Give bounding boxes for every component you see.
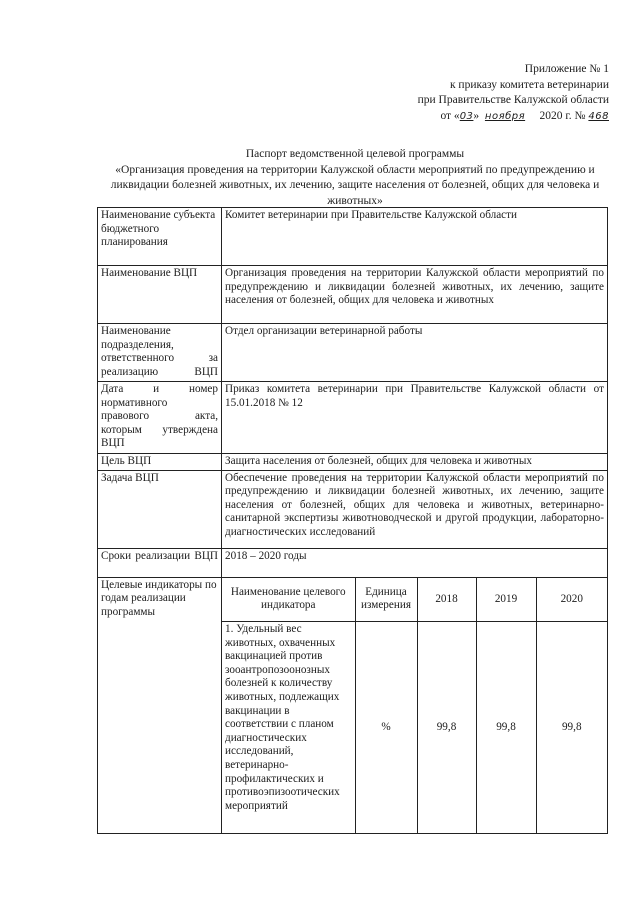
indicator-name: 1. Удельный вес животных, охваченных вакцинацией против зооантропозоонозных болезней к количеству животных, подлежащих вакцинации в соответствии с планом диагностических исследований, ветеринарно-профилактических и противоэпизоотических мероприятий (222, 622, 355, 833)
appendix-line-2: к приказу комитета ветеринарии (449, 78, 609, 91)
value-text: Приказ комитета ветеринарии при Правительстве Калужской области от 15.01.2018 № 12 (225, 383, 604, 409)
indicators-header-row (222, 578, 607, 622)
table-row (98, 470, 608, 548)
header-name: Наименование целевого индикатора (222, 578, 355, 622)
label-text: Дата и номер нормативного правового акта, которым утверждена ВЦП (101, 383, 218, 450)
table-row-indicators (98, 577, 608, 833)
row-value (222, 324, 608, 382)
value-text: Комитет ветеринарии при Правительстве Калужской области (225, 209, 518, 221)
table-row (98, 324, 608, 382)
row-value (222, 208, 608, 266)
date-prefix: от « (440, 109, 460, 122)
label-text: Наименование ВЦП (101, 267, 198, 279)
row-value (222, 548, 608, 577)
row-label (98, 454, 222, 471)
appendix-line-3: при Правительстве Калужской области (417, 94, 609, 106)
value-text: 2018 – 2020 годы (225, 549, 307, 562)
indicators-cell (222, 577, 608, 833)
row-label (98, 577, 222, 833)
header-year-2: 2019 (476, 578, 536, 622)
appendix-line-1: Приложение № 1 (524, 63, 609, 75)
title-line-1: Паспорт ведомственной целевой программы (245, 148, 465, 160)
date-mid: » (473, 109, 480, 122)
value-text: Защита населения от болезней, общих для человека и животных (225, 455, 532, 467)
table-row (98, 382, 608, 454)
row-value (222, 266, 608, 324)
row-value (222, 454, 608, 471)
value-text: Обеспечение проведения на территории Калужской области мероприятий по предупреждению и ликвидации болезней животных, их лечению, защите населения от болезней, общих для человека и животных, ветеринарно-санитарной экспертизы животноводческой и другой продукции, лабораторно-диагностических исследований (225, 471, 604, 538)
date-month: ноября (484, 110, 526, 122)
passport-table (97, 207, 608, 834)
row-label (98, 470, 222, 548)
indicator-unit: % (355, 622, 417, 833)
value-text: Отдел организации ветеринарной работы (225, 325, 423, 337)
table-row (98, 454, 608, 471)
table-row (98, 266, 608, 324)
header-year-1: 2018 (417, 578, 476, 622)
document-title (95, 147, 615, 209)
value-text: Организация проведения на территории Калужской области мероприятий по предупреждению и ликвидации болезней животных, их лечению, защите населения от болезней, общих для человека и животных (225, 267, 604, 307)
title-line-2: «Организация проведения на территории Калужской области мероприятий по предупреждению и ликвидации болезней животных, их лечению, защите населения от болезней, общих для человека и животных» (110, 163, 600, 207)
indicator-value-2: 99,8 (476, 622, 536, 833)
header-unit: Единица измерения (355, 578, 417, 622)
header-year-3: 2020 (536, 578, 607, 622)
row-value (222, 470, 608, 548)
appendix-header (349, 62, 609, 124)
label-text: Сроки реализации ВЦП (101, 549, 218, 562)
date-day: 03 (459, 110, 474, 122)
indicator-value-1: 99,8 (417, 622, 476, 833)
label-text: Целевые индикаторы по годам реализации программы (101, 578, 217, 618)
table-row (98, 548, 608, 577)
row-label (98, 266, 222, 324)
row-label (98, 208, 222, 266)
label-text: Наименование субъекта бюджетного планирования (101, 209, 216, 249)
label-text: Цель ВЦП (101, 455, 152, 467)
indicator-value-3: 99,8 (536, 622, 607, 833)
row-value (222, 382, 608, 454)
order-number: 468 (588, 110, 609, 122)
indicators-table (222, 578, 607, 833)
indicator-row (222, 622, 607, 833)
date-year: 2020 г. № (539, 109, 586, 122)
label-text: Задача ВЦП (101, 471, 159, 484)
table-row (98, 208, 608, 266)
appendix-date-line (349, 109, 609, 125)
row-label (98, 548, 222, 577)
label-text: Наименование подразделения, ответственного за реализацию ВЦП (101, 325, 218, 378)
row-label (98, 324, 222, 382)
row-label (98, 382, 222, 454)
